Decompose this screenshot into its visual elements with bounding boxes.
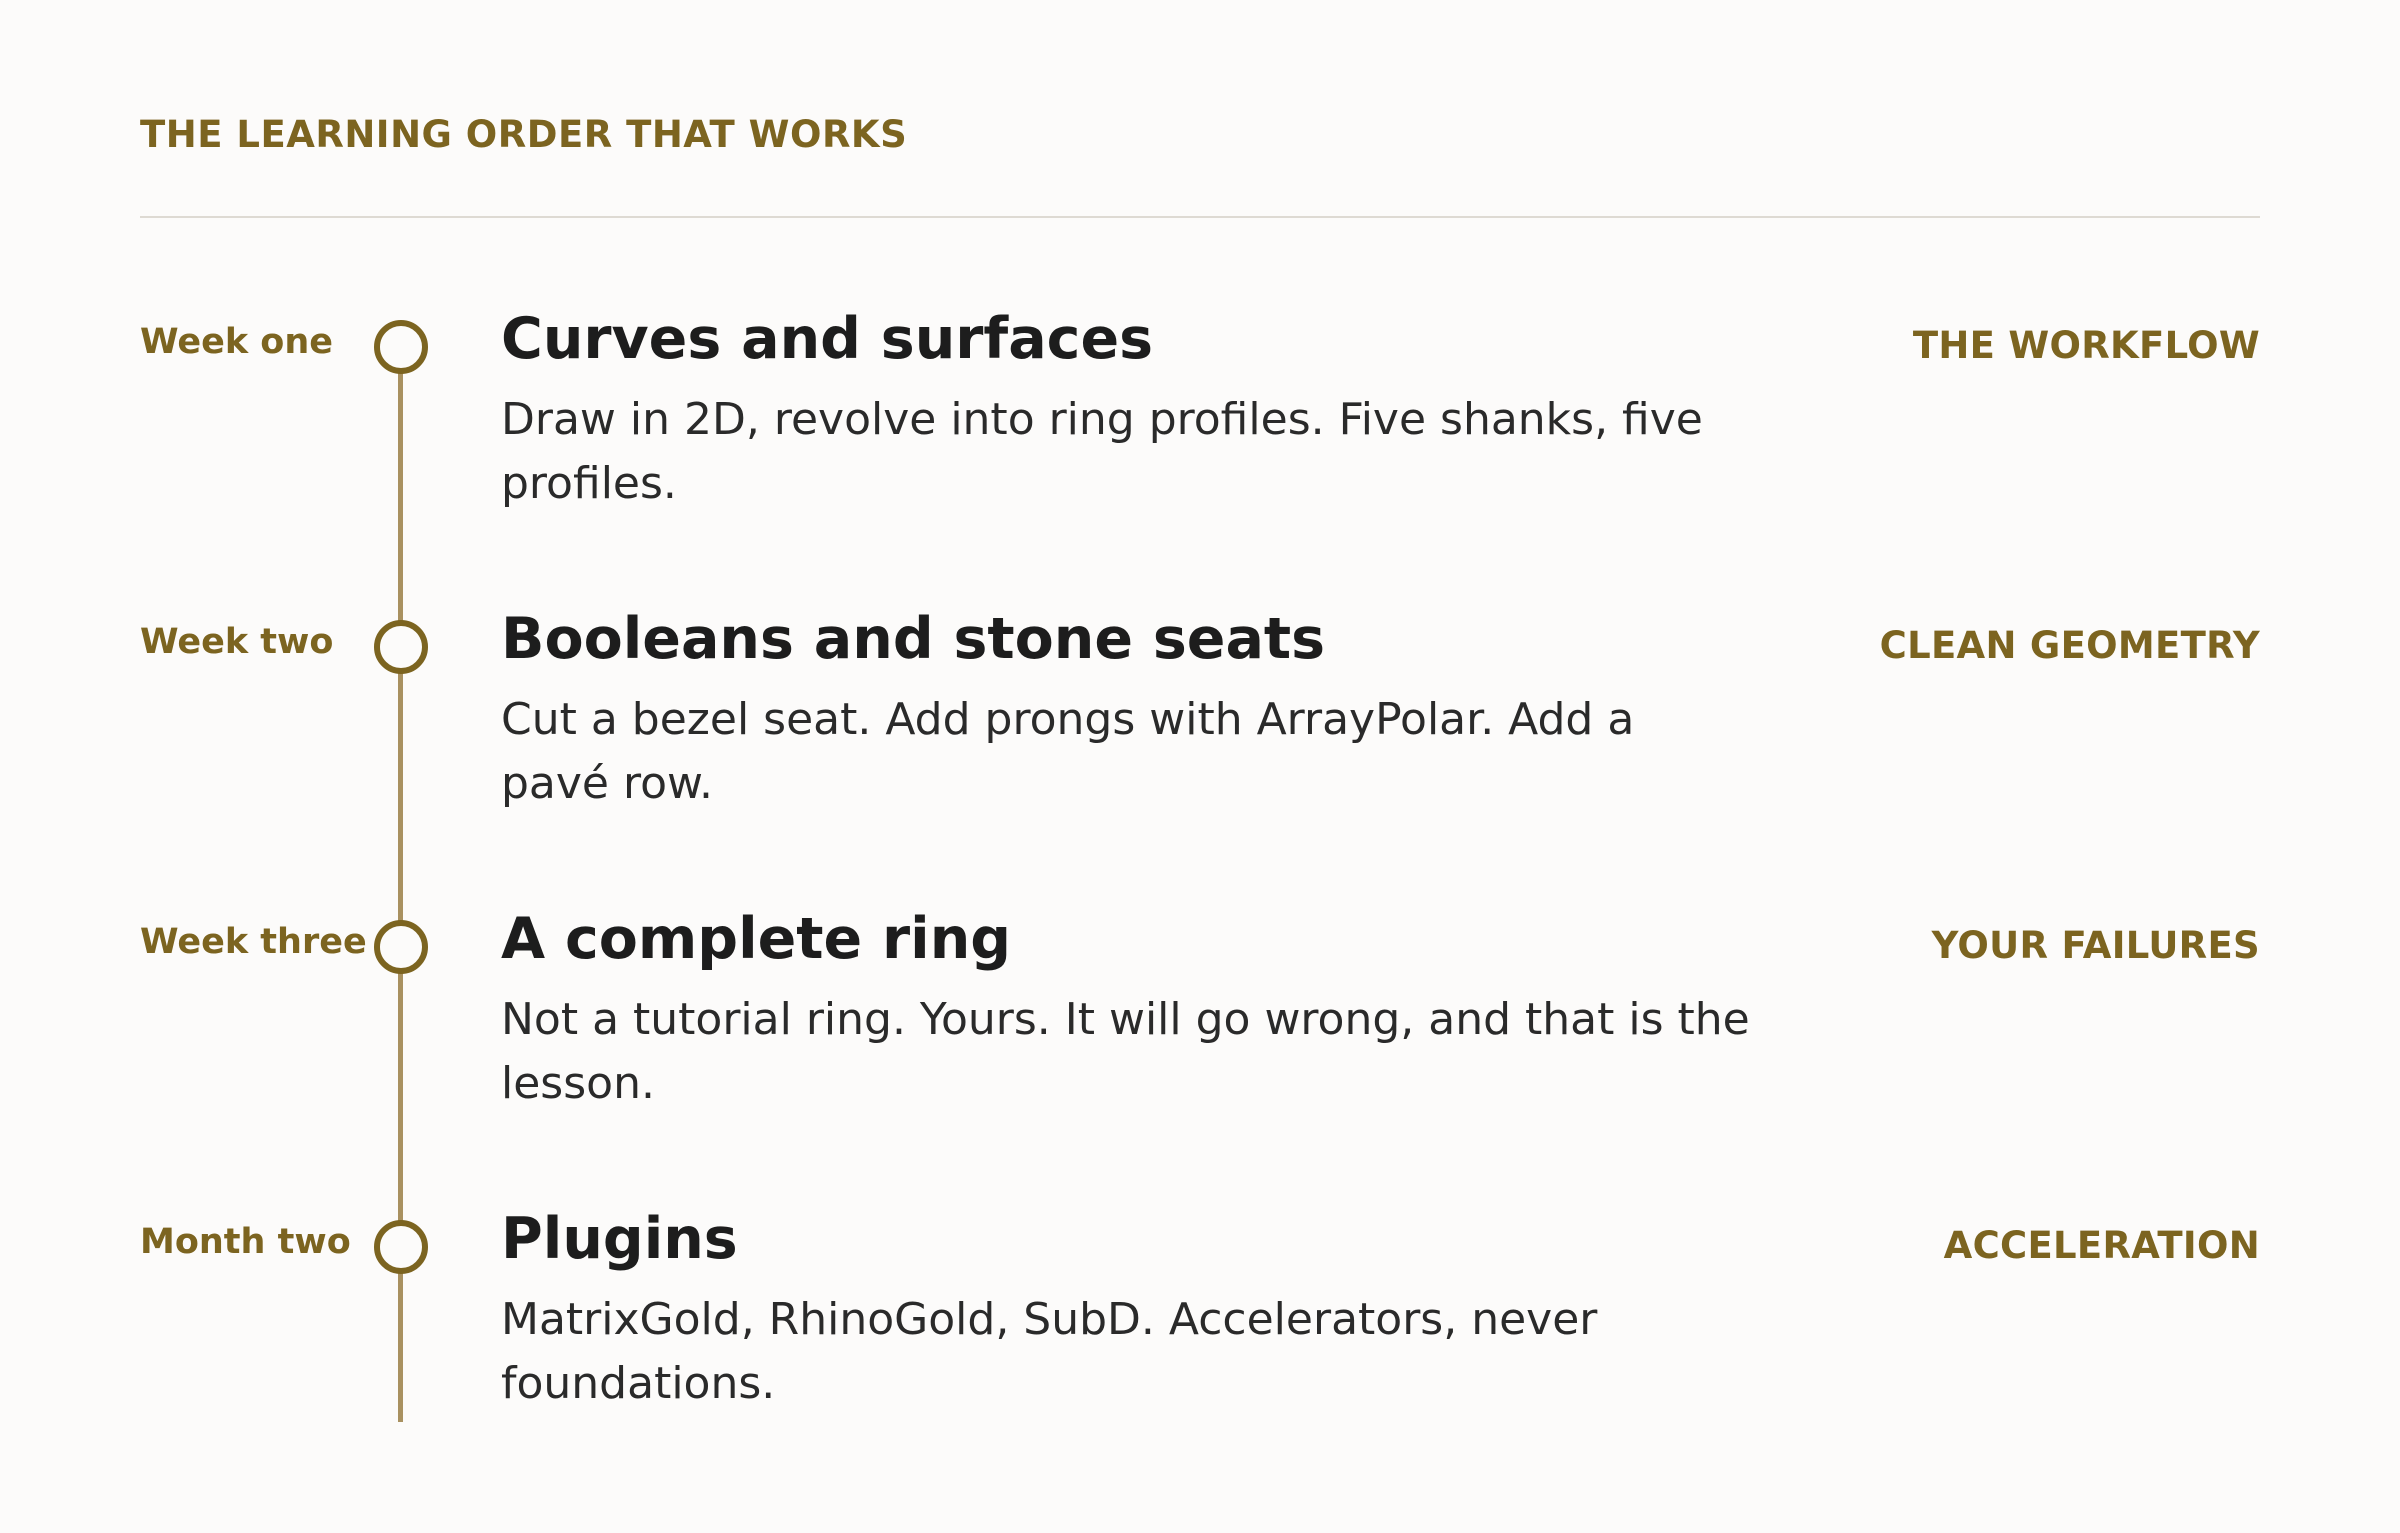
- step-when: Week two: [140, 622, 334, 662]
- step-title: Curves and surfaces: [501, 306, 1154, 372]
- timeline-node-icon: [374, 320, 428, 374]
- step-tag: ACCELERATION: [1943, 1224, 2260, 1267]
- timeline-node-icon: [374, 620, 428, 674]
- step-description: MatrixGold, RhinoGold, SubD. Accelerators, never foundations.: [501, 1294, 1598, 1409]
- step-tag: THE WORKFLOW: [1912, 324, 2260, 367]
- step-title: Plugins: [501, 1206, 738, 1272]
- step-when: Month two: [140, 1222, 351, 1262]
- timeline-node-icon: [374, 920, 428, 974]
- step-when: Week three: [140, 922, 367, 962]
- step-description: Not a tutorial ring. Yours. It will go wrong, and that is the lesson.: [501, 994, 1750, 1109]
- timeline-node-icon: [374, 1220, 428, 1274]
- step-when: Week one: [140, 322, 333, 362]
- step-description: Draw in 2D, revolve into ring profiles. Five shanks, five profiles.: [501, 394, 1703, 509]
- step-tag: YOUR FAILURES: [1931, 924, 2260, 967]
- divider: [140, 216, 2260, 218]
- step-title: Booleans and stone seats: [501, 606, 1326, 672]
- step-description: Cut a bezel seat. Add prongs with ArrayPolar. Add a pavé row.: [501, 694, 1635, 809]
- section-eyebrow: THE LEARNING ORDER THAT WORKS: [140, 113, 908, 156]
- learning-order-timeline: [140, 0, 2260, 1533]
- step-title: A complete ring: [501, 906, 1012, 972]
- step-tag: CLEAN GEOMETRY: [1879, 624, 2260, 667]
